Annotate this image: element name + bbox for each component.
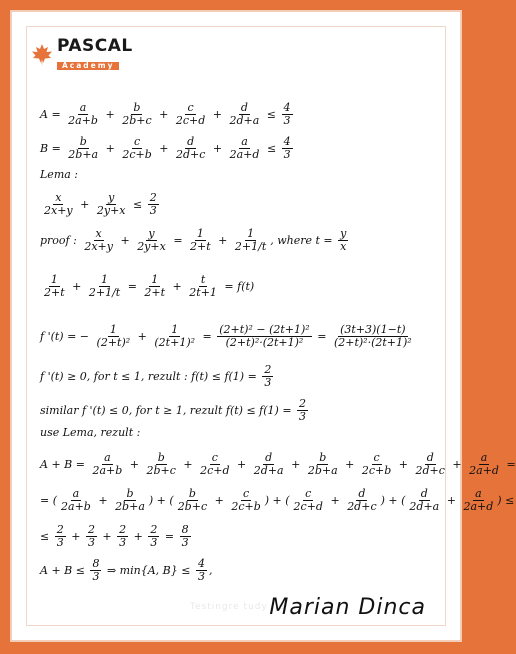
fraction-denominator: 3 [181, 536, 189, 550]
fraction-numerator: 2 [119, 523, 127, 536]
math-line-14 [40, 558, 212, 583]
math-text: ≤ [263, 142, 280, 156]
fraction-denominator: 2d+c [175, 148, 206, 162]
fraction-denominator: 2c+d [293, 500, 323, 514]
fraction-numerator: 2 [299, 397, 307, 410]
math-text: + [395, 458, 412, 472]
fraction-numerator: b [319, 451, 327, 464]
fraction [217, 324, 311, 349]
math-line-13 [40, 524, 193, 549]
fraction-denominator: (2+t)²·(2t+1)² [333, 336, 412, 350]
math-text: + [94, 494, 112, 508]
math-text: ⇒ min{A, B} ≤ [103, 564, 194, 578]
math-line-6 [40, 274, 254, 299]
fraction-numerator: x [55, 191, 62, 204]
fraction [338, 228, 348, 253]
math-text: + [68, 280, 85, 294]
math-text: + [98, 530, 116, 544]
math-text: f '(t) = − [40, 330, 93, 344]
math-text: proof : [40, 234, 81, 248]
logo-subtitle: Academy [57, 62, 119, 70]
fraction [95, 324, 133, 349]
fraction [86, 524, 97, 549]
math-text: ) ≤ [497, 494, 515, 508]
pascal-academy-logo [30, 38, 133, 71]
math-line-5 [40, 228, 350, 253]
fraction-denominator: 3 [299, 410, 307, 424]
fraction-denominator: 3 [149, 204, 157, 218]
fraction [145, 452, 178, 477]
math-line-4 [40, 192, 161, 217]
math-line-8 [40, 364, 275, 389]
math-text: + [179, 458, 197, 472]
fraction-numerator: 2 [150, 523, 158, 536]
math-text: = [199, 330, 216, 344]
fraction [360, 452, 393, 477]
math-text: + [134, 330, 151, 344]
fraction-denominator: 2b+c [122, 114, 152, 128]
math-text: ≤ [40, 530, 53, 544]
math-text: + [169, 280, 186, 294]
fraction-denominator: 3 [87, 536, 95, 550]
fraction-denominator: 2a+d [469, 464, 499, 478]
fraction-numerator: 1 [101, 273, 109, 286]
fraction-numerator: d [187, 135, 195, 148]
fraction-numerator: c [373, 451, 380, 464]
fraction-denominator: 3 [92, 570, 100, 584]
math-line-1 [40, 102, 295, 127]
fraction-numerator: y [340, 227, 347, 240]
fraction [90, 452, 124, 477]
fraction-numerator: b [79, 135, 87, 148]
fraction-denominator: 2x+y [84, 240, 113, 254]
fraction [282, 102, 293, 127]
fraction [227, 102, 261, 127]
fraction [228, 136, 262, 161]
fraction-numerator: d [265, 451, 273, 464]
fraction-numerator: c [305, 487, 312, 500]
fraction-numerator: 4 [283, 101, 291, 114]
fraction-denominator: 2+1/t [234, 240, 267, 254]
fraction [174, 136, 207, 161]
fraction-numerator: c [133, 135, 141, 148]
math-text: = [313, 330, 330, 344]
fraction [292, 488, 325, 513]
fraction [120, 136, 153, 161]
fraction-denominator: 2a+b [61, 500, 91, 514]
fraction-denominator: 2c+d [175, 114, 206, 128]
math-text: ≤ [263, 108, 280, 122]
fraction-denominator: 3 [283, 148, 291, 162]
fraction-numerator: 1 [247, 227, 255, 240]
math-text: + [102, 142, 119, 156]
math-text: + [116, 234, 134, 248]
fraction-numerator: c [187, 101, 194, 114]
fraction-numerator: 8 [92, 557, 100, 570]
fraction-numerator: a [241, 135, 248, 148]
fraction [90, 558, 101, 583]
math-text: + [76, 198, 93, 212]
fraction [117, 524, 128, 549]
fraction-numerator: b [188, 487, 196, 500]
fraction-numerator: y [108, 191, 115, 204]
fraction-numerator: (2+t)² − (2t+1)² [219, 323, 310, 336]
fraction-numerator: c [242, 487, 250, 500]
fraction-denominator: 2y+x [96, 204, 126, 218]
math-text: + [233, 458, 250, 472]
math-text: + [155, 108, 172, 122]
fraction-numerator: 8 [181, 523, 189, 536]
fraction-denominator: 2+1/t [88, 286, 121, 300]
fraction-numerator: b [126, 487, 134, 500]
fraction-denominator: (2t+1)² [154, 336, 196, 350]
fraction [332, 324, 414, 349]
fraction-numerator: (3t+3)(1−t) [340, 323, 406, 336]
math-text: f '(t) ≥ 0, for t ≤ 1, rezult : f(t) ≤ f(1) = [40, 370, 261, 384]
fraction-denominator: 2d+a [409, 500, 440, 514]
fraction [262, 364, 273, 389]
fraction-denominator: 2+t [44, 286, 65, 300]
watermark: Testingre tudy ile [190, 602, 286, 612]
fraction-denominator: 3 [264, 376, 272, 390]
math-text: + [130, 530, 147, 544]
math-text: + [326, 494, 344, 508]
fraction [120, 102, 153, 127]
fraction-numerator: 2 [87, 523, 95, 536]
fraction-numerator: a [475, 487, 482, 500]
math-text: ) + ( [380, 494, 406, 508]
math-text: + [341, 458, 358, 472]
fraction [82, 228, 115, 253]
fraction-numerator: a [104, 451, 111, 464]
math-line-2 [40, 136, 295, 161]
fraction-numerator: a [79, 101, 87, 114]
fraction-numerator: 1 [151, 273, 159, 286]
fraction [467, 452, 501, 477]
fraction-numerator: 4 [283, 135, 291, 148]
fraction [113, 488, 147, 513]
fraction-denominator: 3 [283, 114, 291, 128]
fraction-numerator: d [420, 487, 428, 500]
fraction-numerator: 1 [109, 323, 117, 336]
math-text: + [209, 142, 226, 156]
math-line-3 [40, 168, 78, 181]
fraction-denominator: 3 [150, 536, 158, 550]
fraction [55, 524, 66, 549]
fraction [148, 192, 159, 217]
fraction-denominator: 2a+b [92, 464, 123, 478]
fraction-denominator: 2d+c [415, 464, 445, 478]
fraction [142, 274, 167, 299]
fraction-denominator: 2+t [190, 240, 211, 254]
fraction-numerator: y [148, 227, 155, 240]
math-text: = [124, 280, 141, 294]
fraction [345, 488, 378, 513]
math-text: + [67, 530, 84, 544]
fraction [187, 274, 219, 299]
fraction [306, 452, 340, 477]
fraction-denominator: 2c+b [361, 464, 392, 478]
fraction-denominator: 2y+x [137, 240, 166, 254]
fraction-denominator: 2c+b [231, 500, 261, 514]
math-text: = [169, 234, 187, 248]
math-text: = [502, 458, 516, 472]
math-text: , where t = [270, 234, 337, 248]
fraction-numerator: d [358, 487, 366, 500]
fraction-numerator: t [200, 273, 206, 286]
math-text: + [448, 458, 466, 472]
math-text: use Lema, rezult : [40, 426, 141, 439]
fraction-denominator: 2b+a [307, 464, 338, 478]
fraction-denominator: 2a+d [229, 148, 260, 162]
math-text: similar f '(t) ≤ 0, for t ≥ 1, rezult f(t) ≤ f(1) = [40, 404, 296, 418]
math-text: A + B ≤ [40, 564, 89, 578]
fraction-denominator: 2a+d [463, 500, 494, 514]
fraction [198, 452, 231, 477]
fraction-denominator: 2d+a [253, 464, 284, 478]
math-line-11 [40, 452, 516, 477]
fraction-numerator: d [240, 101, 248, 114]
fraction-numerator: d [426, 451, 434, 464]
math-text: ) + ( [264, 494, 290, 508]
fraction [461, 488, 495, 513]
fraction-denominator: 2b+c [146, 464, 176, 478]
fraction [252, 452, 286, 477]
fraction-denominator: 2c+b [122, 148, 152, 162]
math-text: = ( [40, 494, 58, 508]
fraction [87, 274, 122, 299]
document-page [10, 10, 516, 642]
math-text: = f(t) [220, 280, 255, 294]
fraction [407, 488, 441, 513]
maple-leaf-icon [30, 43, 54, 67]
math-text: B = [40, 142, 65, 156]
fraction [414, 452, 447, 477]
fraction [152, 324, 197, 349]
math-text: A = [40, 108, 65, 122]
fraction [233, 228, 268, 253]
fraction-numerator: 4 [197, 557, 205, 570]
fraction-denominator: 2t+1 [189, 286, 217, 300]
math-text: ≤ [129, 198, 146, 212]
math-line-10 [40, 426, 140, 439]
fraction-denominator: x [340, 240, 347, 254]
fraction-denominator: 2a+b [68, 114, 98, 128]
math-line-7 [40, 324, 416, 349]
math-text: + [155, 142, 172, 156]
fraction-denominator: 2d+c [347, 500, 377, 514]
math-text: + [211, 494, 228, 508]
fraction-numerator: 2 [149, 191, 157, 204]
fraction [176, 488, 209, 513]
math-text: + [126, 458, 143, 472]
fraction [66, 136, 100, 161]
fraction-denominator: 2b+c [177, 500, 208, 514]
fraction-numerator: 1 [50, 273, 58, 286]
math-text: + [287, 458, 304, 472]
logo-name: PASCAL [57, 36, 133, 56]
fraction-numerator: 1 [196, 227, 204, 240]
fraction-numerator: 2 [264, 363, 272, 376]
fraction-denominator: 2c+d [200, 464, 230, 478]
fraction [42, 274, 67, 299]
math-line-9 [40, 398, 310, 423]
fraction-denominator: (2+t)²·(2t+1)² [225, 336, 304, 350]
fraction-denominator: (2+t)² [96, 336, 131, 350]
fraction [188, 228, 213, 253]
math-text: Lema : [40, 168, 79, 181]
fraction-denominator: 2x+y [44, 204, 73, 218]
fraction-numerator: a [480, 451, 488, 464]
fraction [95, 192, 128, 217]
math-text: + [443, 494, 460, 508]
fraction [59, 488, 93, 513]
fraction [282, 136, 293, 161]
fraction-denominator: 2b+a [115, 500, 145, 514]
math-text: + [101, 108, 119, 122]
fraction [148, 524, 159, 549]
math-text: = [161, 530, 178, 544]
fraction [42, 192, 75, 217]
math-line-12 [40, 488, 514, 513]
fraction [174, 102, 207, 127]
math-text: A + B = [40, 458, 89, 472]
fraction-denominator: 3 [197, 570, 205, 584]
fraction-denominator: 3 [56, 536, 64, 550]
fraction-denominator: 2d+a [229, 114, 260, 128]
fraction-numerator: x [95, 227, 102, 240]
fraction-numerator: b [133, 101, 141, 114]
fraction-numerator: c [211, 451, 218, 464]
math-text: + [214, 234, 231, 248]
fraction [229, 488, 262, 513]
fraction [135, 228, 168, 253]
math-text: ) + ( [148, 494, 174, 508]
fraction [66, 102, 100, 127]
math-text: , [208, 564, 213, 578]
fraction-numerator: 2 [56, 523, 64, 536]
math-text: + [209, 108, 226, 122]
fraction-numerator: 1 [171, 323, 179, 336]
signature: Marian Dinca [269, 595, 426, 620]
fraction-numerator: a [72, 487, 80, 500]
fraction-numerator: b [157, 451, 165, 464]
fraction [196, 558, 207, 583]
fraction-denominator: 3 [119, 536, 127, 550]
fraction-denominator: 2+t [144, 286, 166, 300]
fraction [180, 524, 191, 549]
fraction-denominator: 2b+a [68, 148, 99, 162]
fraction [297, 398, 308, 423]
